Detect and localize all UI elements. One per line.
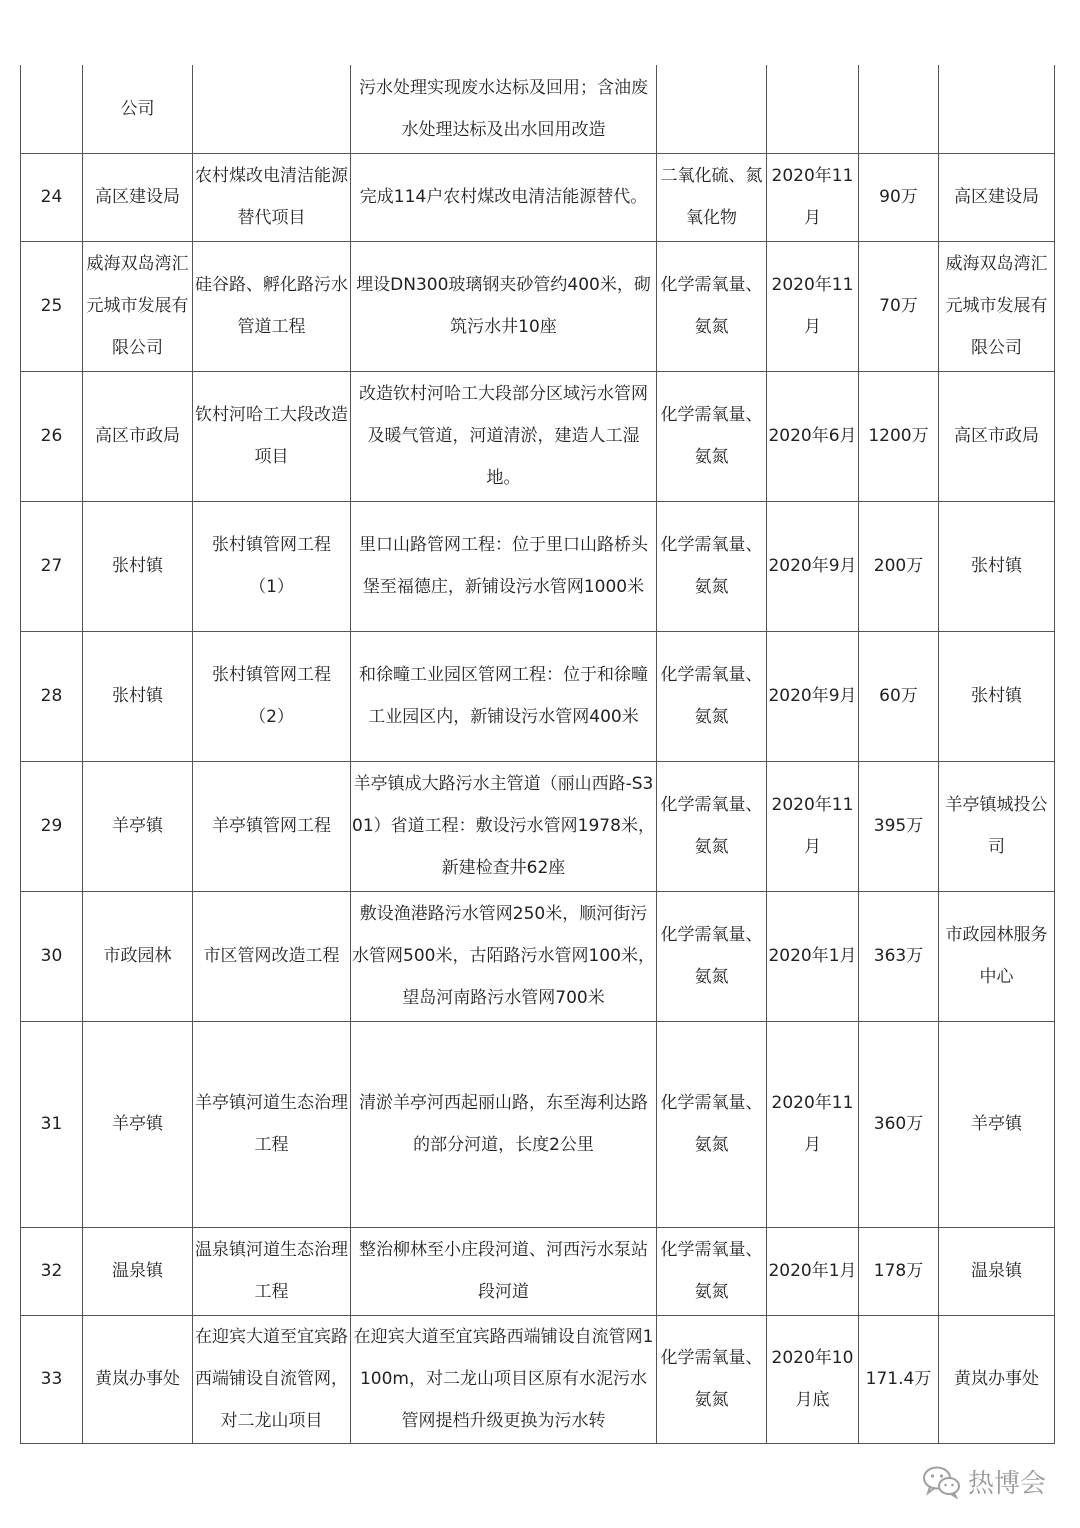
- cell-content: 清淤羊亭河西起丽山路，东至海利达路的部分河道，长度2公里: [351, 1021, 657, 1227]
- cell-completion-time: 2020年9月: [767, 631, 859, 761]
- cell-index: 28: [21, 631, 83, 761]
- cell-pollutant: 化学需氧量、氨氮: [657, 371, 767, 501]
- cell-content: 羊亭镇成大路污水主管道（丽山西路-S301）省道工程：敷设污水管网1978米，新建检查井62座: [351, 761, 657, 891]
- table-row: [21, 241, 1055, 371]
- cell-responsible-unit: 高区市政局: [939, 371, 1055, 501]
- cell-unit: 张村镇: [83, 501, 193, 631]
- cell-project-name: 张村镇管网工程（1）: [193, 501, 351, 631]
- cell-index: 31: [21, 1021, 83, 1227]
- cell-investment: 60万: [859, 631, 939, 761]
- cell-index: [21, 65, 83, 153]
- cell-project-name: 在迎宾大道至宜宾路西端铺设自流管网，对二龙山项目: [193, 1315, 351, 1443]
- wechat-icon: [922, 1465, 962, 1499]
- cell-responsible-unit: 羊亭镇: [939, 1021, 1055, 1227]
- cell-pollutant: 化学需氧量、氨氮: [657, 501, 767, 631]
- watermark-text: 热博会: [967, 1469, 1046, 1499]
- cell-responsible-unit: 张村镇: [939, 631, 1055, 761]
- cell-pollutant: 化学需氧量、氨氮: [657, 1021, 767, 1227]
- cell-investment: 178万: [859, 1227, 939, 1315]
- table-row: [21, 1021, 1055, 1227]
- cell-index: 26: [21, 371, 83, 501]
- cell-unit: 温泉镇: [83, 1227, 193, 1315]
- cell-pollutant: 二氧化硫、氮氧化物: [657, 153, 767, 241]
- cell-unit: 张村镇: [83, 631, 193, 761]
- table-row: [21, 891, 1055, 1021]
- cell-index: 27: [21, 501, 83, 631]
- cell-pollutant: 化学需氧量、氨氮: [657, 1227, 767, 1315]
- table-row: [21, 631, 1055, 761]
- cell-completion-time: 2020年11月: [767, 1021, 859, 1227]
- cell-unit: 羊亭镇: [83, 761, 193, 891]
- cell-pollutant: 化学需氧量、氨氮: [657, 761, 767, 891]
- cell-unit: 公司: [83, 65, 193, 153]
- cell-index: 30: [21, 891, 83, 1021]
- cell-project-name: 农村煤改电清洁能源替代项目: [193, 153, 351, 241]
- cell-investment: 360万: [859, 1021, 939, 1227]
- table-row: [21, 371, 1055, 501]
- cell-investment: 90万: [859, 153, 939, 241]
- cell-completion-time: 2020年11月: [767, 761, 859, 891]
- cell-responsible-unit: 羊亭镇城投公司: [939, 761, 1055, 891]
- cell-investment: [859, 65, 939, 153]
- cell-unit: 羊亭镇: [83, 1021, 193, 1227]
- cell-project-name: 羊亭镇管网工程: [193, 761, 351, 891]
- cell-investment: 200万: [859, 501, 939, 631]
- cell-content: 污水处理实现废水达标及回用；含油废水处理达标及出水回用改造: [351, 65, 657, 153]
- cell-investment: 171.4万: [859, 1315, 939, 1443]
- cell-pollutant: 化学需氧量、氨氮: [657, 241, 767, 371]
- cell-unit: 威海双岛湾汇元城市发展有限公司: [83, 241, 193, 371]
- cell-completion-time: 2020年1月: [767, 1227, 859, 1315]
- cell-responsible-unit: 张村镇: [939, 501, 1055, 631]
- cell-content: 里口山路管网工程：位于里口山路桥头堡至福德庄，新铺设污水管网1000米: [351, 501, 657, 631]
- table-row: [21, 1227, 1055, 1315]
- cell-project-name: 钦村河哈工大段改造项目: [193, 371, 351, 501]
- cell-completion-time: 2020年9月: [767, 501, 859, 631]
- cell-content: 和徐疃工业园区管网工程：位于和徐疃工业园区内，新铺设污水管网400米: [351, 631, 657, 761]
- cell-responsible-unit: 高区建设局: [939, 153, 1055, 241]
- cell-index: 33: [21, 1315, 83, 1443]
- cell-content: 整治柳林至小庄段河道、河西污水泵站段河道: [351, 1227, 657, 1315]
- cell-responsible-unit: 威海双岛湾汇元城市发展有限公司: [939, 241, 1055, 371]
- cell-responsible-unit: 温泉镇: [939, 1227, 1055, 1315]
- cell-content: 敷设渔港路污水管网250米，顺河街污水管网500米，古陌路污水管网100米，望岛河南路污水管网700米: [351, 891, 657, 1021]
- cell-investment: 363万: [859, 891, 939, 1021]
- cell-completion-time: [767, 65, 859, 153]
- cell-content: 在迎宾大道至宜宾路西端铺设自流管网1100m，对二龙山项目区原有水泥污水管网提档升级更换为污水转: [351, 1315, 657, 1443]
- cell-responsible-unit: 黄岚办事处: [939, 1315, 1055, 1443]
- table-row: [21, 65, 1055, 153]
- table-row: [21, 501, 1055, 631]
- cell-investment: 395万: [859, 761, 939, 891]
- cell-pollutant: [657, 65, 767, 153]
- cell-index: 32: [21, 1227, 83, 1315]
- project-table: [20, 65, 1055, 1444]
- cell-unit: 高区市政局: [83, 371, 193, 501]
- cell-index: 24: [21, 153, 83, 241]
- cell-project-name: 硅谷路、孵化路污水管道工程: [193, 241, 351, 371]
- cell-completion-time: 2020年1月: [767, 891, 859, 1021]
- cell-completion-time: 2020年10月底: [767, 1315, 859, 1443]
- cell-project-name: 张村镇管网工程（2）: [193, 631, 351, 761]
- cell-index: 29: [21, 761, 83, 891]
- cell-responsible-unit: 市政园林服务中心: [939, 891, 1055, 1021]
- cell-responsible-unit: [939, 65, 1055, 153]
- cell-index: 25: [21, 241, 83, 371]
- cell-pollutant: 化学需氧量、氨氮: [657, 1315, 767, 1443]
- table-row: [21, 1315, 1055, 1443]
- table-row: [21, 761, 1055, 891]
- cell-completion-time: 2020年11月: [767, 153, 859, 241]
- cell-project-name: 市区管网改造工程: [193, 891, 351, 1021]
- cell-project-name: 温泉镇河道生态治理工程: [193, 1227, 351, 1315]
- cell-content: 完成114户农村煤改电清洁能源替代。: [351, 153, 657, 241]
- cell-pollutant: 化学需氧量、氨氮: [657, 631, 767, 761]
- cell-investment: 70万: [859, 241, 939, 371]
- cell-completion-time: 2020年11月: [767, 241, 859, 371]
- cell-unit: 黄岚办事处: [83, 1315, 193, 1443]
- cell-unit: 市政园林: [83, 891, 193, 1021]
- cell-content: 埋设DN300玻璃钢夹砂管约400米，砌筑污水井10座: [351, 241, 657, 371]
- cell-project-name: 羊亭镇河道生态治理工程: [193, 1021, 351, 1227]
- cell-investment: 1200万: [859, 371, 939, 501]
- cell-unit: 高区建设局: [83, 153, 193, 241]
- cell-completion-time: 2020年6月: [767, 371, 859, 501]
- table-row: [21, 153, 1055, 241]
- cell-content: 改造钦村河哈工大段部分区域污水管网及暖气管道，河道清淤，建造人工湿地。: [351, 371, 657, 501]
- cell-project-name: [193, 65, 351, 153]
- watermark: [922, 1463, 1046, 1500]
- cell-pollutant: 化学需氧量、氨氮: [657, 891, 767, 1021]
